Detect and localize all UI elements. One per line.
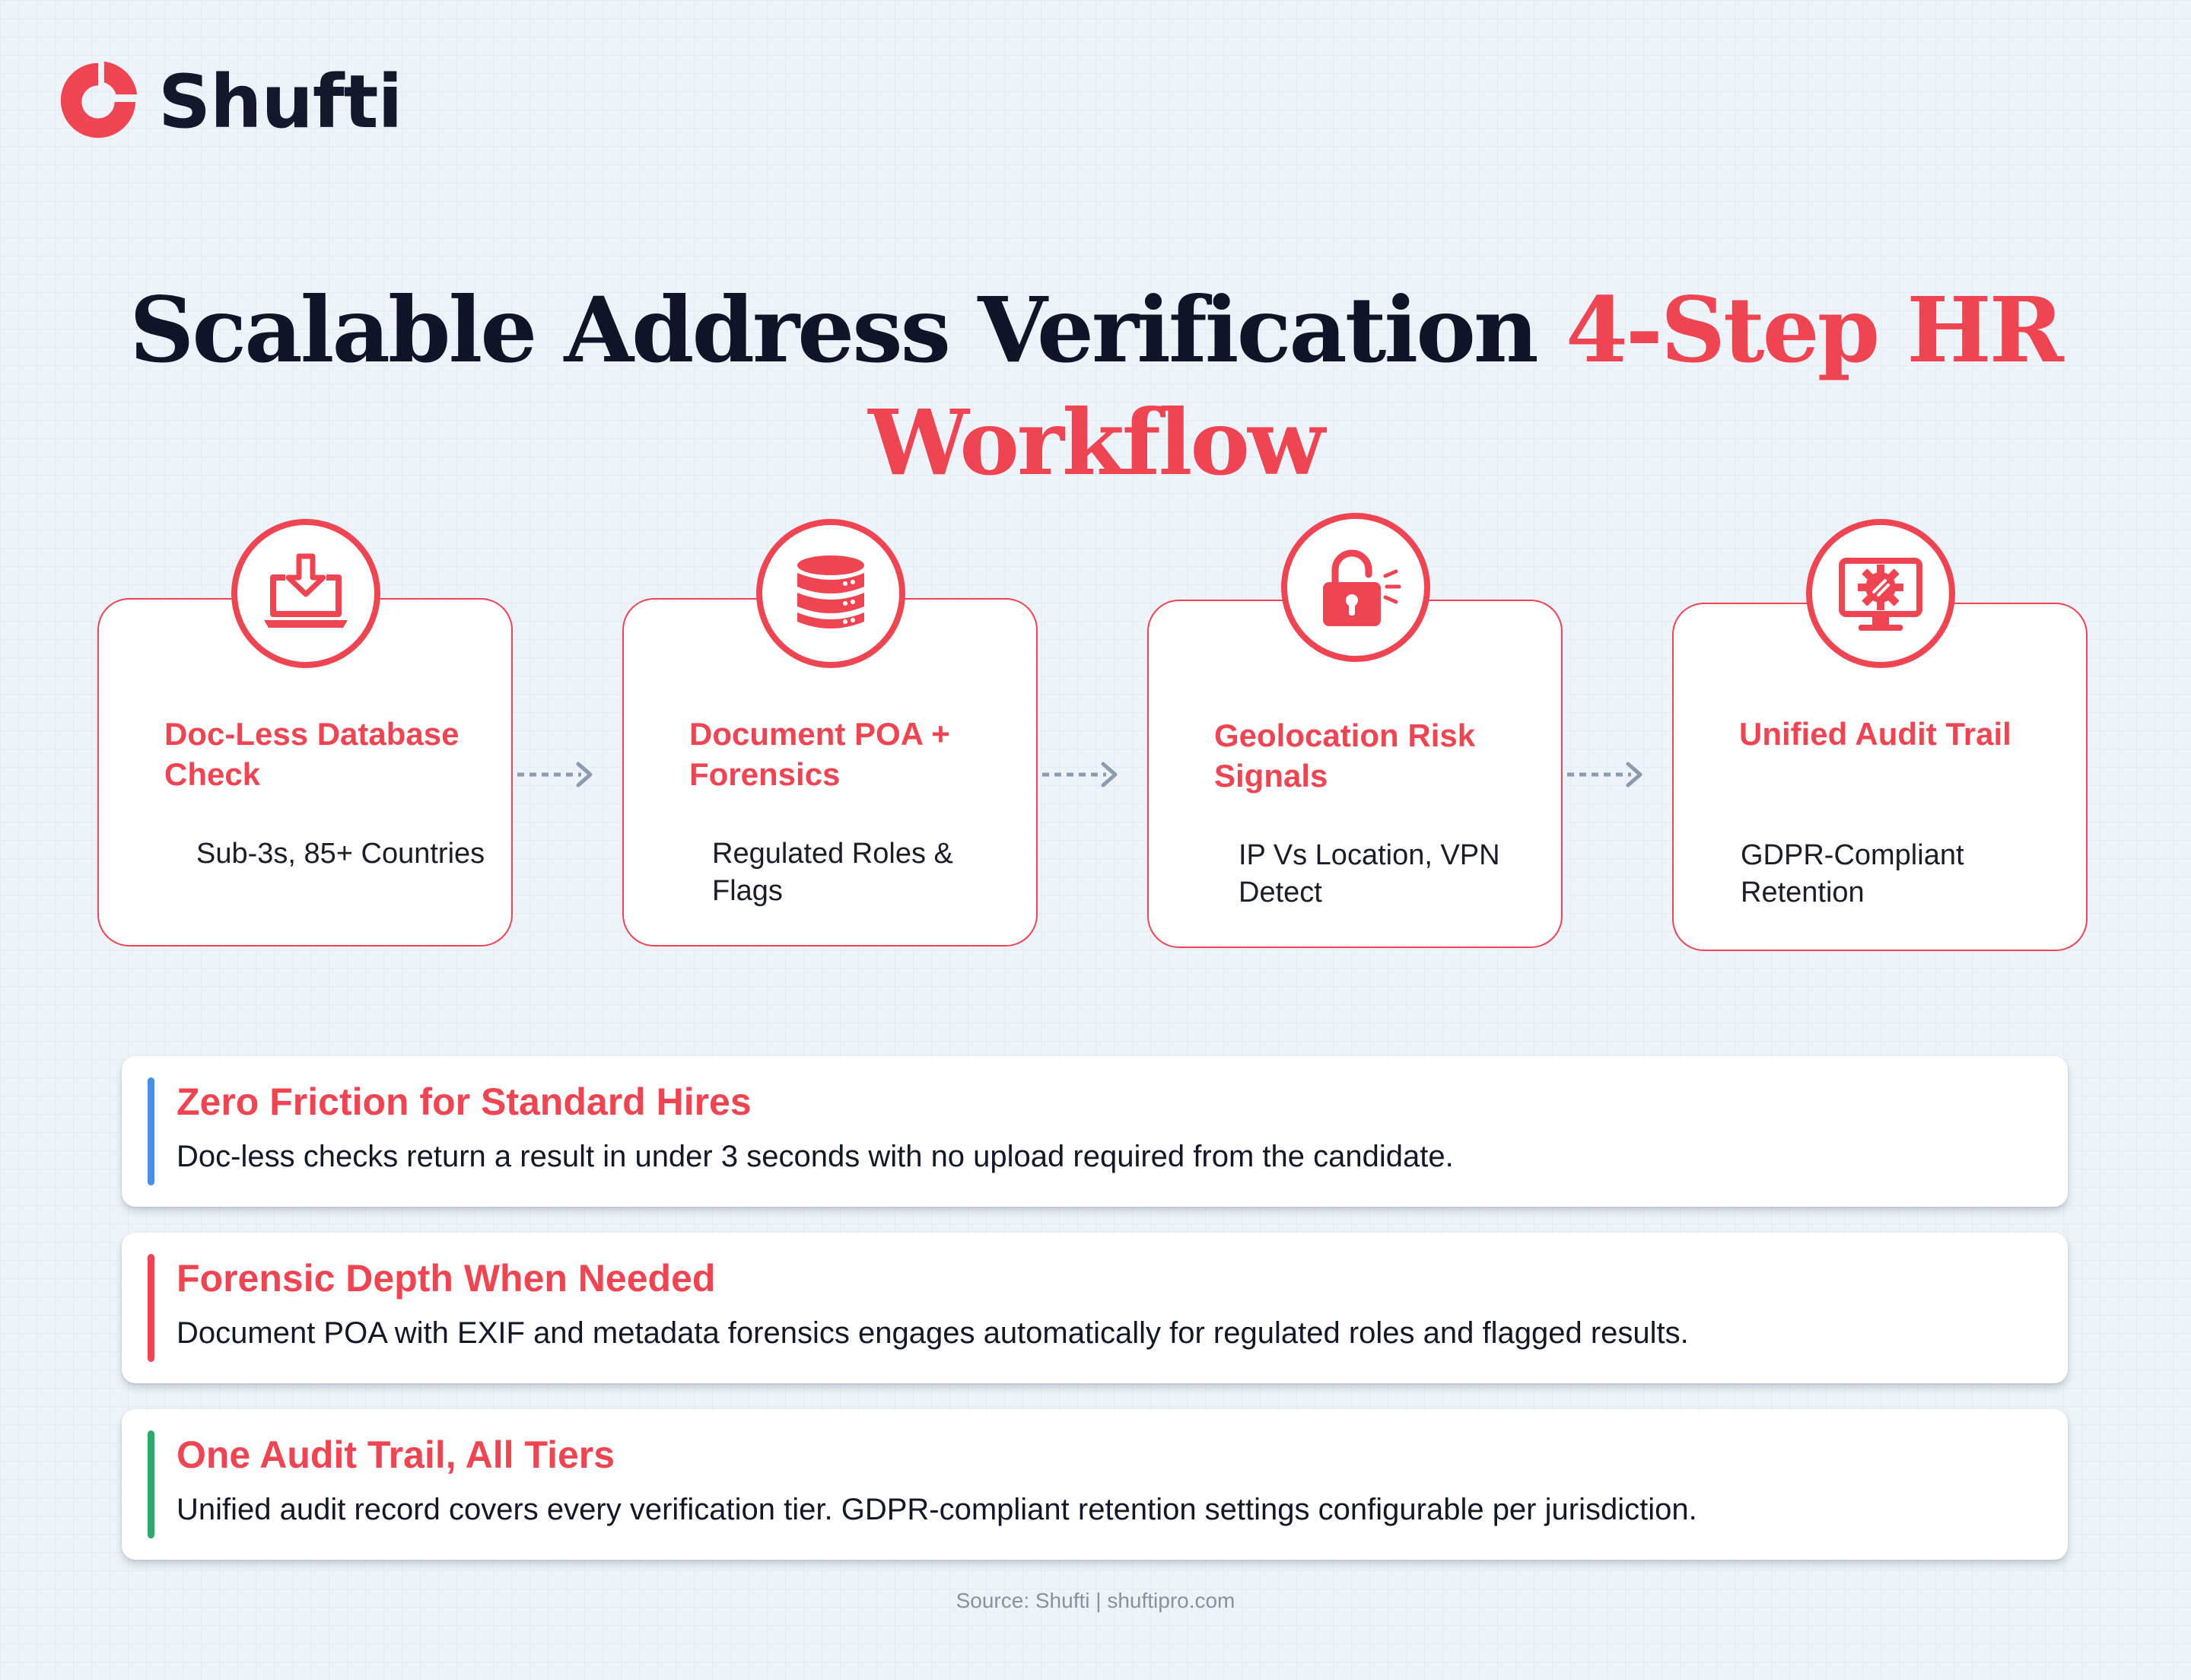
step-title: Unified Audit Trail [1739, 716, 2011, 752]
step-title: Document POA + Forensics [689, 716, 950, 792]
laptop-download-icon [256, 544, 355, 643]
step-description: IP Vs Location, VPN Detect [1239, 839, 1500, 908]
accent-bar [148, 1254, 154, 1362]
unlocked-padlock-icon [1306, 538, 1405, 637]
step-title: Geolocation Risk Signals [1214, 718, 1476, 794]
step-arrow-3 [1566, 759, 1645, 790]
brand-logo [53, 55, 402, 149]
benefit-description: Unified audit record covers every verification tier. GDPR-compliant retention settings configurable per jurisdiction. [176, 1493, 1697, 1526]
step-icon-badge-3 [1281, 513, 1430, 662]
page-title [0, 274, 2191, 499]
shufti-ring-logo-icon [53, 55, 143, 149]
source-credit: Source: Shufti | shuftipro.com [956, 1589, 1235, 1612]
benefit-title: One Audit Trail, All Tiers [176, 1433, 615, 1476]
brand-name: Shufti [158, 59, 402, 145]
monitor-gear-icon [1831, 544, 1930, 643]
step-description: GDPR-Compliant Retention [1741, 839, 1964, 908]
page-title-main: Scalable Address Verification [129, 277, 1537, 383]
step-icon-badge-4 [1806, 519, 1955, 668]
step-icon-badge-1 [231, 519, 380, 668]
accent-bar [148, 1430, 154, 1538]
database-icon [781, 544, 880, 643]
benefit-description: Document POA with EXIF and metadata forensics engages automatically for regulated roles and flagged results. [176, 1316, 1689, 1350]
step-description: Regulated Roles & Flags [712, 838, 953, 907]
benefit-description: Doc-less checks return a result in under 3 seconds with no upload required from the candidate. [176, 1140, 1454, 1173]
accent-bar [148, 1077, 154, 1185]
benefit-title: Forensic Depth When Needed [176, 1257, 716, 1300]
benefit-card-1 [122, 1056, 2068, 1207]
step-description: Sub-3s, 85+ Countries [196, 838, 485, 870]
step-icon-badge-2 [756, 519, 905, 668]
page-title-highlight: 4-Step HR Workflow [868, 277, 2062, 495]
benefit-card-3 [122, 1409, 2068, 1560]
step-arrow-1 [516, 759, 595, 790]
step-arrow-2 [1041, 759, 1120, 790]
benefit-title: Zero Friction for Standard Hires [176, 1080, 752, 1123]
step-title: Doc-Less Database Check [164, 716, 460, 792]
benefit-card-2 [122, 1233, 2068, 1383]
